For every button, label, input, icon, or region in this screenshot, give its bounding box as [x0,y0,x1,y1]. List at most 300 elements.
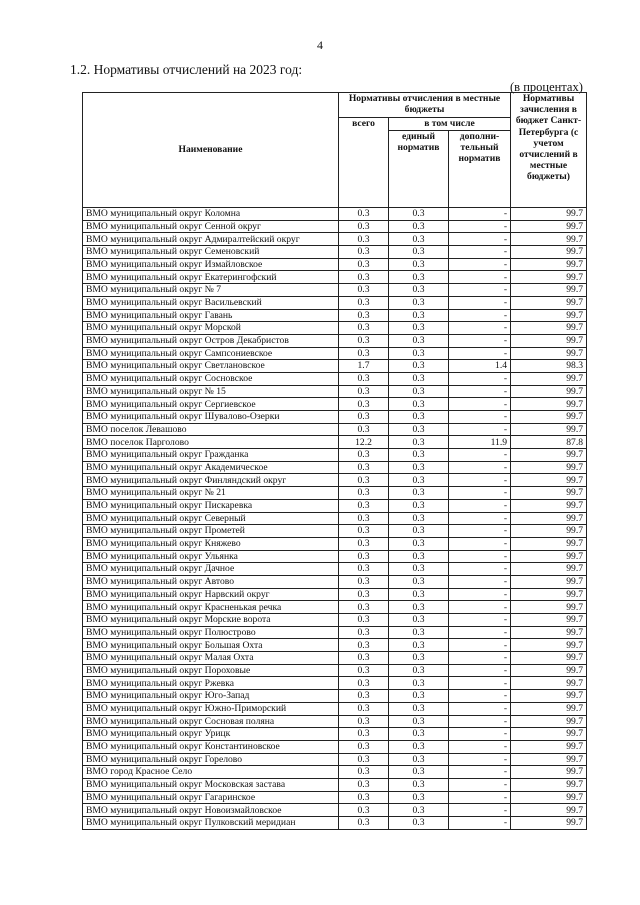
row-spb: 99.7 [511,817,587,830]
row-spb: 99.7 [511,614,587,627]
row-total: 0.3 [339,271,389,284]
row-total: 0.3 [339,499,389,512]
row-additional: - [449,398,511,411]
row-spb: 99.7 [511,652,587,665]
row-single: 0.3 [389,309,449,322]
table-row [83,233,587,246]
table-row [83,334,587,347]
header-spb: Нормативы зачисления в бюджет Санкт-Петербурга (с учетом отчислений в местные бюджеты) [511,93,587,208]
table-row [83,753,587,766]
table-row [83,246,587,259]
row-additional: - [449,766,511,779]
table-row [83,385,587,398]
row-additional: - [449,575,511,588]
row-spb: 99.7 [511,791,587,804]
row-name: ВМО муниципальный округ № 7 [83,284,339,297]
row-additional: - [449,385,511,398]
row-total: 0.3 [339,233,389,246]
row-spb: 99.7 [511,398,587,411]
row-single: 0.3 [389,233,449,246]
row-total: 0.3 [339,766,389,779]
row-total: 0.3 [339,563,389,576]
row-single: 0.3 [389,740,449,753]
row-additional: - [449,208,511,221]
row-spb: 99.7 [511,487,587,500]
row-name: ВМО муниципальный округ Шувалово-Озерки [83,411,339,424]
row-single: 0.3 [389,449,449,462]
row-spb: 99.7 [511,677,587,690]
table-row [83,461,587,474]
row-spb: 99.7 [511,461,587,474]
row-single: 0.3 [389,664,449,677]
row-additional: - [449,804,511,817]
row-spb: 99.7 [511,423,587,436]
table-row [83,525,587,538]
row-single: 0.3 [389,271,449,284]
table-row [83,588,587,601]
row-additional: - [449,817,511,830]
row-total: 0.3 [339,575,389,588]
row-total: 0.3 [339,652,389,665]
row-single: 0.3 [389,284,449,297]
row-single: 0.3 [389,512,449,525]
row-additional: - [449,537,511,550]
header-additional: дополни-тельный норматив [449,131,511,208]
table-row [83,677,587,690]
row-name: ВМО муниципальный округ Пулковский меридиан [83,817,339,830]
row-additional: - [449,525,511,538]
row-name: ВМО поселок Левашово [83,423,339,436]
row-additional: - [449,728,511,741]
row-spb: 99.7 [511,778,587,791]
row-additional: - [449,778,511,791]
row-total: 0.3 [339,411,389,424]
row-single: 0.3 [389,626,449,639]
row-name: ВМО муниципальный округ Автово [83,575,339,588]
row-name: ВМО муниципальный округ Сергиевское [83,398,339,411]
row-total: 0.3 [339,702,389,715]
row-name: ВМО муниципальный округ Полюстрово [83,626,339,639]
table-row [83,652,587,665]
table-row [83,284,587,297]
row-spb: 99.7 [511,385,587,398]
row-total: 0.3 [339,347,389,360]
row-spb: 99.7 [511,284,587,297]
row-single: 0.3 [389,550,449,563]
table-row [83,550,587,563]
row-additional: - [449,449,511,462]
row-spb: 99.7 [511,334,587,347]
row-spb: 99.7 [511,626,587,639]
row-spb: 98.3 [511,360,587,373]
table-row [83,664,587,677]
row-additional: - [449,715,511,728]
row-additional: - [449,702,511,715]
row-single: 0.3 [389,360,449,373]
table-row [83,601,587,614]
row-single: 0.3 [389,677,449,690]
row-additional: - [449,423,511,436]
row-name: ВМО муниципальный округ № 21 [83,487,339,500]
row-spb: 99.7 [511,766,587,779]
row-single: 0.3 [389,817,449,830]
row-additional: - [449,652,511,665]
row-additional: - [449,258,511,271]
row-additional: - [449,233,511,246]
row-single: 0.3 [389,208,449,221]
row-total: 0.3 [339,690,389,703]
row-spb: 99.7 [511,550,587,563]
row-name: ВМО муниципальный округ Красненькая речка [83,601,339,614]
row-single: 0.3 [389,702,449,715]
header-total: всего [339,118,389,208]
row-single: 0.3 [389,563,449,576]
section-title: 1.2. Нормативы отчислений на 2023 год: [70,62,303,77]
row-total: 0.3 [339,588,389,601]
row-spb: 99.7 [511,715,587,728]
row-spb: 99.7 [511,258,587,271]
row-name: ВМО муниципальный округ Семеновский [83,246,339,259]
table-row [83,208,587,221]
row-single: 0.3 [389,423,449,436]
row-additional: - [449,550,511,563]
row-single: 0.3 [389,525,449,538]
row-additional: - [449,347,511,360]
row-name: ВМО муниципальный округ Адмиралтейский округ [83,233,339,246]
row-single: 0.3 [389,487,449,500]
table-row [83,423,587,436]
row-name: ВМО муниципальный округ Гавань [83,309,339,322]
row-single: 0.3 [389,537,449,550]
row-single: 0.3 [389,220,449,233]
row-additional: - [449,296,511,309]
row-spb: 99.7 [511,753,587,766]
row-spb: 99.7 [511,563,587,576]
row-additional: - [449,664,511,677]
row-spb: 99.7 [511,322,587,335]
row-name: ВМО муниципальный округ Ульянка [83,550,339,563]
row-name: ВМО муниципальный округ Горелово [83,753,339,766]
row-name: ВМО муниципальный округ Южно-Приморский [83,702,339,715]
row-single: 0.3 [389,246,449,259]
table-row [83,309,587,322]
row-total: 0.3 [339,385,389,398]
row-name: ВМО муниципальный округ Измайловское [83,258,339,271]
table-row [83,817,587,830]
table-row [83,372,587,385]
row-single: 0.3 [389,766,449,779]
row-total: 0.3 [339,322,389,335]
table-row [83,626,587,639]
row-name: ВМО муниципальный округ Пороховые [83,664,339,677]
row-single: 0.3 [389,652,449,665]
table-row [83,702,587,715]
row-name: ВМО муниципальный округ Морской [83,322,339,335]
row-single: 0.3 [389,791,449,804]
row-single: 0.3 [389,728,449,741]
row-spb: 99.7 [511,233,587,246]
row-spb: 99.7 [511,728,587,741]
table-row [83,575,587,588]
row-name: ВМО муниципальный округ Академическое [83,461,339,474]
row-spb: 99.7 [511,639,587,652]
row-additional: - [449,791,511,804]
units-note: (в процентах) [510,80,583,94]
row-name: ВМО муниципальный округ Московская застава [83,778,339,791]
row-spb: 99.7 [511,740,587,753]
row-total: 0.3 [339,550,389,563]
page-number: 4 [317,38,323,52]
row-spb: 99.7 [511,347,587,360]
table-row [83,614,587,627]
table-row [83,690,587,703]
row-name: ВМО муниципальный округ Васильевский [83,296,339,309]
row-total: 0.3 [339,487,389,500]
row-additional: - [449,626,511,639]
row-total: 0.3 [339,512,389,525]
row-name: ВМО муниципальный округ Сосновское [83,372,339,385]
row-additional: - [449,614,511,627]
row-additional: - [449,740,511,753]
table-row [83,778,587,791]
row-total: 0.3 [339,715,389,728]
row-single: 0.3 [389,474,449,487]
row-single: 0.3 [389,322,449,335]
table-row [83,347,587,360]
row-additional: - [449,461,511,474]
row-spb: 99.7 [511,664,587,677]
row-spb: 99.7 [511,601,587,614]
table-row [83,563,587,576]
row-spb: 99.7 [511,296,587,309]
row-single: 0.3 [389,575,449,588]
table-row [83,740,587,753]
row-spb: 99.7 [511,499,587,512]
row-additional: 1.4 [449,360,511,373]
row-total: 0.3 [339,449,389,462]
row-spb: 99.7 [511,575,587,588]
row-name: ВМО муниципальный округ Пискаревка [83,499,339,512]
table-row [83,411,587,424]
row-additional: - [449,322,511,335]
row-additional: - [449,474,511,487]
row-total: 0.3 [339,258,389,271]
row-single: 0.3 [389,436,449,449]
row-spb: 99.7 [511,309,587,322]
table-row [83,296,587,309]
table-header [83,93,587,208]
row-spb: 99.7 [511,588,587,601]
row-additional: 11.9 [449,436,511,449]
row-name: ВМО муниципальный округ Нарвский округ [83,588,339,601]
row-total: 0.3 [339,639,389,652]
row-total: 0.3 [339,525,389,538]
row-spb: 99.7 [511,474,587,487]
row-total: 0.3 [339,309,389,322]
row-additional: - [449,246,511,259]
row-additional: - [449,690,511,703]
row-spb: 99.7 [511,512,587,525]
row-total: 0.3 [339,753,389,766]
row-additional: - [449,309,511,322]
table-row [83,537,587,550]
row-single: 0.3 [389,639,449,652]
row-name: ВМО муниципальный округ Сампсониевское [83,347,339,360]
row-total: 0.3 [339,804,389,817]
row-name: ВМО муниципальный округ Ржевка [83,677,339,690]
row-name: ВМО муниципальный округ Екатерингофский [83,271,339,284]
row-name: ВМО муниципальный округ Остров Декабристов [83,334,339,347]
row-additional: - [449,639,511,652]
table-row [83,360,587,373]
table-row [83,639,587,652]
row-total: 0.3 [339,601,389,614]
row-name: ВМО муниципальный округ Коломна [83,208,339,221]
row-additional: - [449,601,511,614]
row-spb: 99.7 [511,271,587,284]
row-name: ВМО муниципальный округ Малая Охта [83,652,339,665]
row-total: 0.3 [339,664,389,677]
row-total: 0.3 [339,372,389,385]
table-row [83,728,587,741]
row-spb: 99.7 [511,537,587,550]
row-total: 0.3 [339,398,389,411]
row-single: 0.3 [389,347,449,360]
row-spb: 99.7 [511,702,587,715]
row-single: 0.3 [389,614,449,627]
row-name: ВМО муниципальный округ Дачное [83,563,339,576]
row-additional: - [449,588,511,601]
row-single: 0.3 [389,296,449,309]
row-name: ВМО муниципальный округ Прометей [83,525,339,538]
row-spb: 99.7 [511,449,587,462]
row-total: 0.3 [339,677,389,690]
header-single: единый норматив [389,131,449,208]
row-total: 0.3 [339,614,389,627]
table-row [83,487,587,500]
row-total: 0.3 [339,208,389,221]
row-additional: - [449,284,511,297]
row-total: 12.2 [339,436,389,449]
row-spb: 99.7 [511,690,587,703]
row-name: ВМО муниципальный округ Большая Охта [83,639,339,652]
table-row [83,766,587,779]
row-total: 0.3 [339,246,389,259]
row-total: 0.3 [339,537,389,550]
norms-table [82,92,587,830]
row-name: ВМО муниципальный округ Финляндский округ [83,474,339,487]
row-total: 0.3 [339,284,389,297]
row-single: 0.3 [389,588,449,601]
row-single: 0.3 [389,258,449,271]
row-name: ВМО муниципальный округ Морские ворота [83,614,339,627]
row-additional: - [449,753,511,766]
row-total: 0.3 [339,778,389,791]
row-single: 0.3 [389,601,449,614]
table-row [83,804,587,817]
row-name: ВМО муниципальный округ Гражданка [83,449,339,462]
table-row [83,474,587,487]
row-total: 0.3 [339,423,389,436]
row-single: 0.3 [389,411,449,424]
row-spb: 99.7 [511,525,587,538]
table-row [83,715,587,728]
row-additional: - [449,220,511,233]
row-spb: 99.7 [511,246,587,259]
table-row [83,220,587,233]
row-total: 0.3 [339,474,389,487]
row-name: ВМО муниципальный округ Светлановское [83,360,339,373]
row-additional: - [449,411,511,424]
table-row [83,398,587,411]
row-total: 0.3 [339,334,389,347]
row-name: ВМО муниципальный округ Константиновское [83,740,339,753]
row-name: ВМО муниципальный округ Сенной округ [83,220,339,233]
table-row [83,512,587,525]
row-total: 0.3 [339,626,389,639]
row-total: 1.7 [339,360,389,373]
row-additional: - [449,563,511,576]
row-name: ВМО город Красное Село [83,766,339,779]
row-single: 0.3 [389,778,449,791]
table-row [83,322,587,335]
row-single: 0.3 [389,690,449,703]
table-row [83,791,587,804]
row-single: 0.3 [389,385,449,398]
row-total: 0.3 [339,296,389,309]
row-name: ВМО муниципальный округ Княжево [83,537,339,550]
row-name: ВМО поселок Парголово [83,436,339,449]
row-name: ВМО муниципальный округ Новоизмайловское [83,804,339,817]
row-name: ВМО муниципальный округ Урицк [83,728,339,741]
table-row [83,436,587,449]
row-additional: - [449,499,511,512]
row-single: 0.3 [389,804,449,817]
row-spb: 99.7 [511,804,587,817]
row-name: ВМО муниципальный округ Северный [83,512,339,525]
row-total: 0.3 [339,791,389,804]
header-incl: в том числе [389,118,511,131]
row-spb: 99.7 [511,208,587,221]
table-row [83,258,587,271]
row-single: 0.3 [389,715,449,728]
row-spb: 99.7 [511,220,587,233]
table-body [83,208,587,830]
row-single: 0.3 [389,334,449,347]
row-additional: - [449,271,511,284]
header-name: Наименование [83,93,339,208]
row-single: 0.3 [389,499,449,512]
row-spb: 87.8 [511,436,587,449]
header-local-group: Нормативы отчисления в местные бюджеты [339,93,511,118]
row-additional: - [449,372,511,385]
row-total: 0.3 [339,728,389,741]
row-single: 0.3 [389,753,449,766]
table-row [83,499,587,512]
row-additional: - [449,677,511,690]
table-row [83,271,587,284]
row-total: 0.3 [339,817,389,830]
row-single: 0.3 [389,372,449,385]
row-additional: - [449,487,511,500]
row-single: 0.3 [389,398,449,411]
row-total: 0.3 [339,220,389,233]
row-spb: 99.7 [511,411,587,424]
row-spb: 99.7 [511,372,587,385]
row-name: ВМО муниципальный округ № 15 [83,385,339,398]
row-total: 0.3 [339,740,389,753]
row-name: ВМО муниципальный округ Юго-Запад [83,690,339,703]
